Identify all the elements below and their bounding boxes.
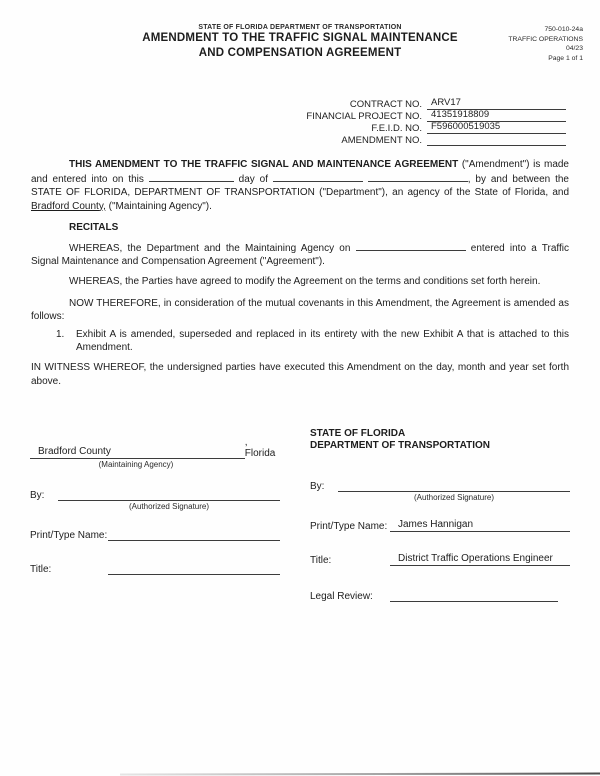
document-body: [31, 158, 569, 388]
recitals-heading: RECITALS: [69, 221, 119, 233]
department-org-line1: STATE OF FLORIDA: [310, 428, 406, 439]
right-title-row: [310, 552, 570, 566]
left-by-label: By:: [30, 490, 45, 501]
intro-bold-text: THIS AMENDMENT TO THE TRAFFIC SIGNAL AND MAINTENANCE AGREEMENT: [69, 159, 459, 170]
now-therefore-paragraph: NOW THEREFORE, in consideration of the mutual covenants in this Amendment, the Agreement is amended as follows:: [31, 297, 569, 322]
form-date: 04/23: [565, 45, 583, 52]
agreement-date-blank-line: [356, 240, 466, 251]
witness-clause: IN WITNESS WHEREOF, the undersigned parties have executed this Amendment on the day, month and year set forth above.: [31, 362, 569, 387]
feid-no-label: F.E.I.D. NO.: [371, 123, 422, 134]
right-print-name-row: [310, 518, 570, 532]
left-print-name-label: Print/Type Name:: [30, 530, 108, 541]
left-print-name-row: [30, 527, 280, 541]
agency-state-suffix: , Florida: [244, 437, 276, 459]
feid-no-value: F596000519035: [427, 121, 566, 134]
department-org-line2: DEPARTMENT OF TRANSPORTATION: [310, 440, 490, 451]
maintaining-agency-caption: (Maintaining Agency): [98, 460, 174, 469]
signature-block-department: [310, 428, 570, 602]
legal-review-line: [390, 588, 558, 602]
financial-project-no-label: FINANCIAL PROJECT NO.: [306, 111, 422, 122]
amendment-no-value: [427, 133, 566, 146]
contract-no-label: CONTRACT NO.: [349, 99, 422, 110]
right-authorized-signature-line: [338, 478, 570, 492]
right-authorized-signature-caption: (Authorized Signature): [413, 493, 495, 502]
document-title-line2: AND COMPENSATION AGREEMENT: [198, 47, 402, 59]
contract-fields: [280, 98, 566, 146]
maintaining-agency-name: Bradford County,: [31, 200, 106, 212]
right-title-label: Title:: [310, 555, 332, 566]
left-title-line: [108, 561, 280, 575]
item-number: 1.: [56, 329, 65, 341]
month-blank-line: [273, 171, 363, 182]
right-by-row: [310, 478, 570, 492]
intro-after-bold: ("Amendment") is made and entered into on this: [31, 159, 569, 186]
year-blank-line: [368, 171, 468, 182]
legal-review-row: [310, 588, 570, 602]
right-print-name-line: James Hannigan: [390, 518, 570, 532]
signature-block-maintaining-agency: [30, 437, 280, 575]
left-title-row: [30, 561, 280, 575]
amendment-no-label: AMENDMENT NO.: [341, 135, 422, 146]
header-agency-line: STATE OF FLORIDA DEPARTMENT OF TRANSPORTATION: [198, 24, 402, 31]
intro-paragraph: [31, 158, 569, 213]
form-meta-block: [508, 25, 583, 63]
left-by-row: [30, 487, 280, 501]
form-number: 750-010-24a: [544, 26, 583, 33]
agency-name-line: Bradford County: [30, 445, 245, 459]
left-authorized-signature-caption: (Authorized Signature): [128, 502, 210, 511]
left-title-label: Title:: [30, 564, 52, 575]
intro-day-of: day of: [233, 174, 273, 186]
amendment-item-1: [31, 328, 569, 354]
left-authorized-signature-line: [58, 487, 280, 501]
whereas1-after-blank: entered into a Traffic Signal Maintenance and Compensation Agreement ("Agreement").: [31, 243, 569, 268]
intro-after-blanks: , by and between the STATE OF FLORIDA, DEPARTMENT OF TRANSPORTATION ("Department"), an agency of the State of Florida, and: [31, 174, 569, 199]
amendment-no-row: [280, 134, 566, 146]
item-text: Exhibit A is amended, superseded and replaced in its entirety with the new Exhibit A that is attached to this Amendment.: [76, 329, 569, 354]
contract-no-value: ARV17: [427, 97, 566, 110]
financial-project-no-value: 41351918809: [427, 109, 566, 122]
agency-name-row: [30, 437, 280, 459]
intro-end: ("Maintaining Agency").: [105, 200, 212, 212]
whereas-paragraph-1: [31, 240, 569, 268]
right-by-label: By:: [310, 481, 325, 492]
document-title-line1: AMENDMENT TO THE TRAFFIC SIGNAL MAINTENANCE: [142, 32, 458, 44]
right-print-name-label: Print/Type Name:: [310, 521, 388, 532]
scan-edge-artifact: [120, 772, 600, 775]
form-office: TRAFFIC OPERATIONS: [508, 35, 583, 43]
legal-review-label: Legal Review:: [310, 591, 373, 602]
left-print-name-line: [108, 527, 280, 541]
page-indicator: Page 1 of 1: [548, 54, 583, 62]
whereas-paragraph-2: WHEREAS, the Parties have agreed to modify the Agreement on the terms and conditions set forth herein.: [69, 276, 541, 288]
whereas1-before-blank: WHEREAS, the Department and the Maintaining Agency on: [69, 243, 356, 255]
right-title-line: District Traffic Operations Engineer: [390, 552, 570, 566]
day-blank-line: [149, 171, 234, 182]
